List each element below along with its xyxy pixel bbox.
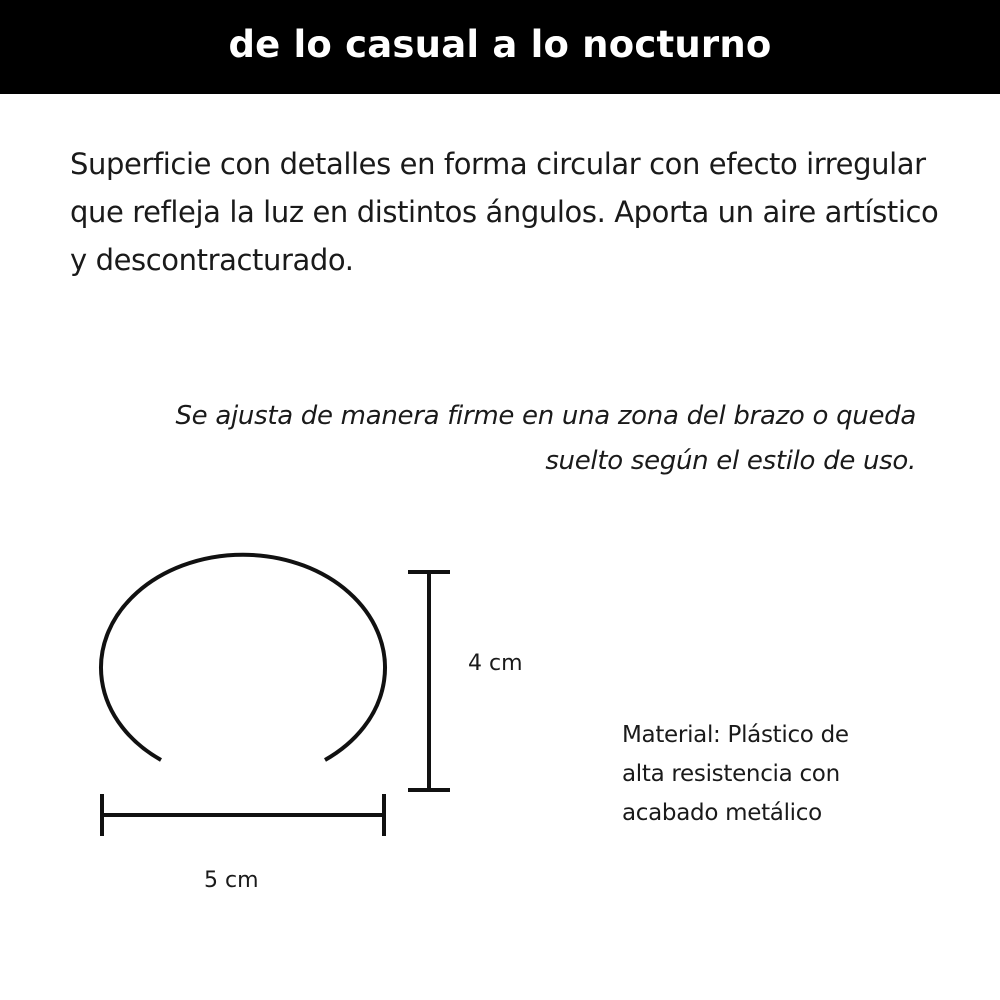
- material-line-2: alta resistencia con: [622, 761, 840, 787]
- width-label: 5 cm: [204, 868, 259, 893]
- fit-note-line-1: Se ajusta de manera firme en una zona del brazo o queda: [175, 401, 916, 431]
- height-label: 4 cm: [468, 651, 523, 676]
- product-description: Superficie con detalles en forma circular con efecto irregular que refleja la luz en distintos ángulos. Aporta un aire artístico y descontracturado.: [70, 147, 939, 277]
- width-dimension-marker: [102, 794, 384, 836]
- header-title: de lo casual a lo nocturno: [228, 22, 772, 66]
- material-info: [622, 716, 922, 833]
- height-dimension-marker: [408, 572, 450, 790]
- material-line-3: acabado metálico: [622, 800, 822, 826]
- fit-note-line-2: suelto según el estilo de uso.: [545, 446, 916, 476]
- bracelet-cuff-outline: [101, 555, 385, 760]
- material-line-1: Material: Plástico de: [622, 722, 849, 748]
